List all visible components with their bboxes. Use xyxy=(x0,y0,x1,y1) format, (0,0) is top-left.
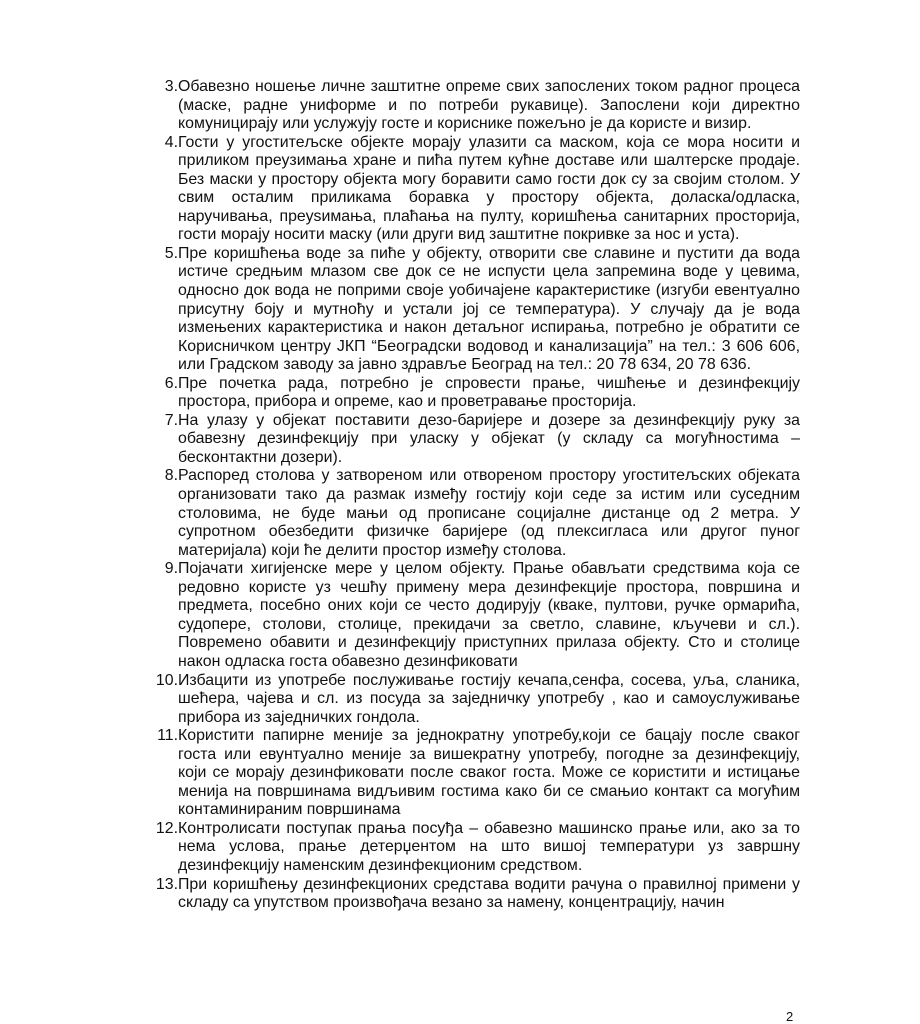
list-item xyxy=(148,245,800,375)
list-item-number: 13. xyxy=(155,875,178,893)
list-item xyxy=(148,672,800,728)
list-item-text: Пре почетка рада, потребно је спровести прање, чишћење и дезинфекцију простора, прибора и опреме, као и проветравање просторија. xyxy=(178,374,800,411)
list-item-text: Појачати хигијенске мере у целом објекту. Прање обављати средствима која се редовно користе уз чешћу примену мера дезинфекције простора, површина и предмета, посебно оних који се често додирују (кваке, пултови, ручке ормарића, судопере, столови, столице, прекидачи за светло, славине, кључеви и сл.). Повремено обавити и дезинфекцију приступних прилаза објекту. Сто и столице након одласка госта обавезно дезинфиковати xyxy=(178,560,800,670)
list-item xyxy=(148,820,800,876)
list-item xyxy=(148,560,800,671)
list-item-text: На улазу у објекат поставити дезо-баријере и дозере за дезинфекцију руку за обавезну дезинфекцију при уласку у објекат (у складу са могућностима – бесконтактни дозери). xyxy=(178,411,800,466)
list-item-number: 10. xyxy=(155,671,178,689)
list-item xyxy=(148,727,800,820)
list-item-number: 12. xyxy=(155,819,178,837)
list-item xyxy=(148,375,800,412)
list-item-text: Пре коришћења воде за пиће у објекту, отворити све славине и пустити да вода истиче средњим млазом све док се не испусти цела запремина воде у цевима, односно док вода не поприми своје уобичајене карактеристике (изгуби евентуално присутну боју и мутноћу и устали јој се температура). У случају да је вода измењених карактеристика и након детаљног испирања, потребно је обратити се Корисничком центру ЈКП “Београдски водовод и канализација” на тел.: 3 606 606, или Градском заводу за јавно здравље Београд на тел.: 20 78 634, 20 78 636. xyxy=(178,244,800,374)
list-item-number: 7. xyxy=(164,411,178,429)
list-item-text: Контролисати поступак прања посуђа – обавезно машинско прање или, ако за то нема услова, прање детерџентом на што вишој температури уз завршну дезинфекцију наменским дезинфекционим средством. xyxy=(178,819,800,874)
list-item-number: 3. xyxy=(164,78,178,95)
list-item-text: При коришћењу дезинфекционих средстава водити рачуна о правилној примени у складу са упутством произвођача везано за намену, концентрацију, начин xyxy=(178,875,800,912)
list-item xyxy=(148,134,800,245)
list-item-text: Распоред столова у затвореном или отвореном простору угоститељских објеката организовати тако да размак између гостију који седе за истим или суседним столовима, не буде мањи од прописане социјалне дистанце од 2 метра. У супротном обезбедити физичке баријере (од плексигласа или другог пуног материјала) који ће делити простор између столова. xyxy=(178,467,800,559)
list-item-number: 4. xyxy=(164,133,178,151)
list-item xyxy=(148,78,800,134)
list-item-number: 9. xyxy=(164,560,178,578)
list-item-number: 8. xyxy=(164,467,178,485)
list-item-text: Обавезно ношење личне заштитне опреме свих запослених током радног процеса (маске, радне униформе и по потреби рукавице). Запослени који директно комуницирају или услужују госте и кориснике пожељно је да користе и визир. xyxy=(178,78,800,133)
list-item xyxy=(148,467,800,560)
list-item-text: Користити папирне меније за једнократну употребу,који се бацају после сваког госта или евунтуално меније за вишекратну употребу, погодне за дезинфекцију, који се морају дезинфиковати после сваког госта. Може се користити и истицање менија на површинама видљивим гостима како би се смањио контакт са могућим контаминираним површинама xyxy=(178,727,800,819)
page-number: 2 xyxy=(786,1009,794,1024)
numbered-list xyxy=(148,78,800,913)
list-item-text: Гости у угоститељске објекте морају улазити са маском, која се мора носити и приликом преузимања хране и пића путем кућне доставе или шалтерске продаје. Без маски у простору објекта могу боравити само гости док су за својим столом. У свим осталим приликама боравка у простору објекта, доласка/одласка, наручивања, преуѕимања, плаћања на пулту, коришћења санитарних просторија, гости морају носити маску (или други вид заштитне покривке за нос и уста). xyxy=(178,133,800,244)
list-item-number: 5. xyxy=(164,244,178,262)
list-item-text: Избацити из употребе послуживање гостију кечапа,сенфа, сосева, уља, сланика, шећера, чајева и сл. из посуда за заједничку употребу , као и самоуслуживање прибора из заједничких гондола. xyxy=(178,671,800,726)
list-item-number: 6. xyxy=(164,374,178,392)
list-item xyxy=(148,876,800,913)
list-item xyxy=(148,412,800,468)
list-item-number: 11. xyxy=(157,727,178,745)
